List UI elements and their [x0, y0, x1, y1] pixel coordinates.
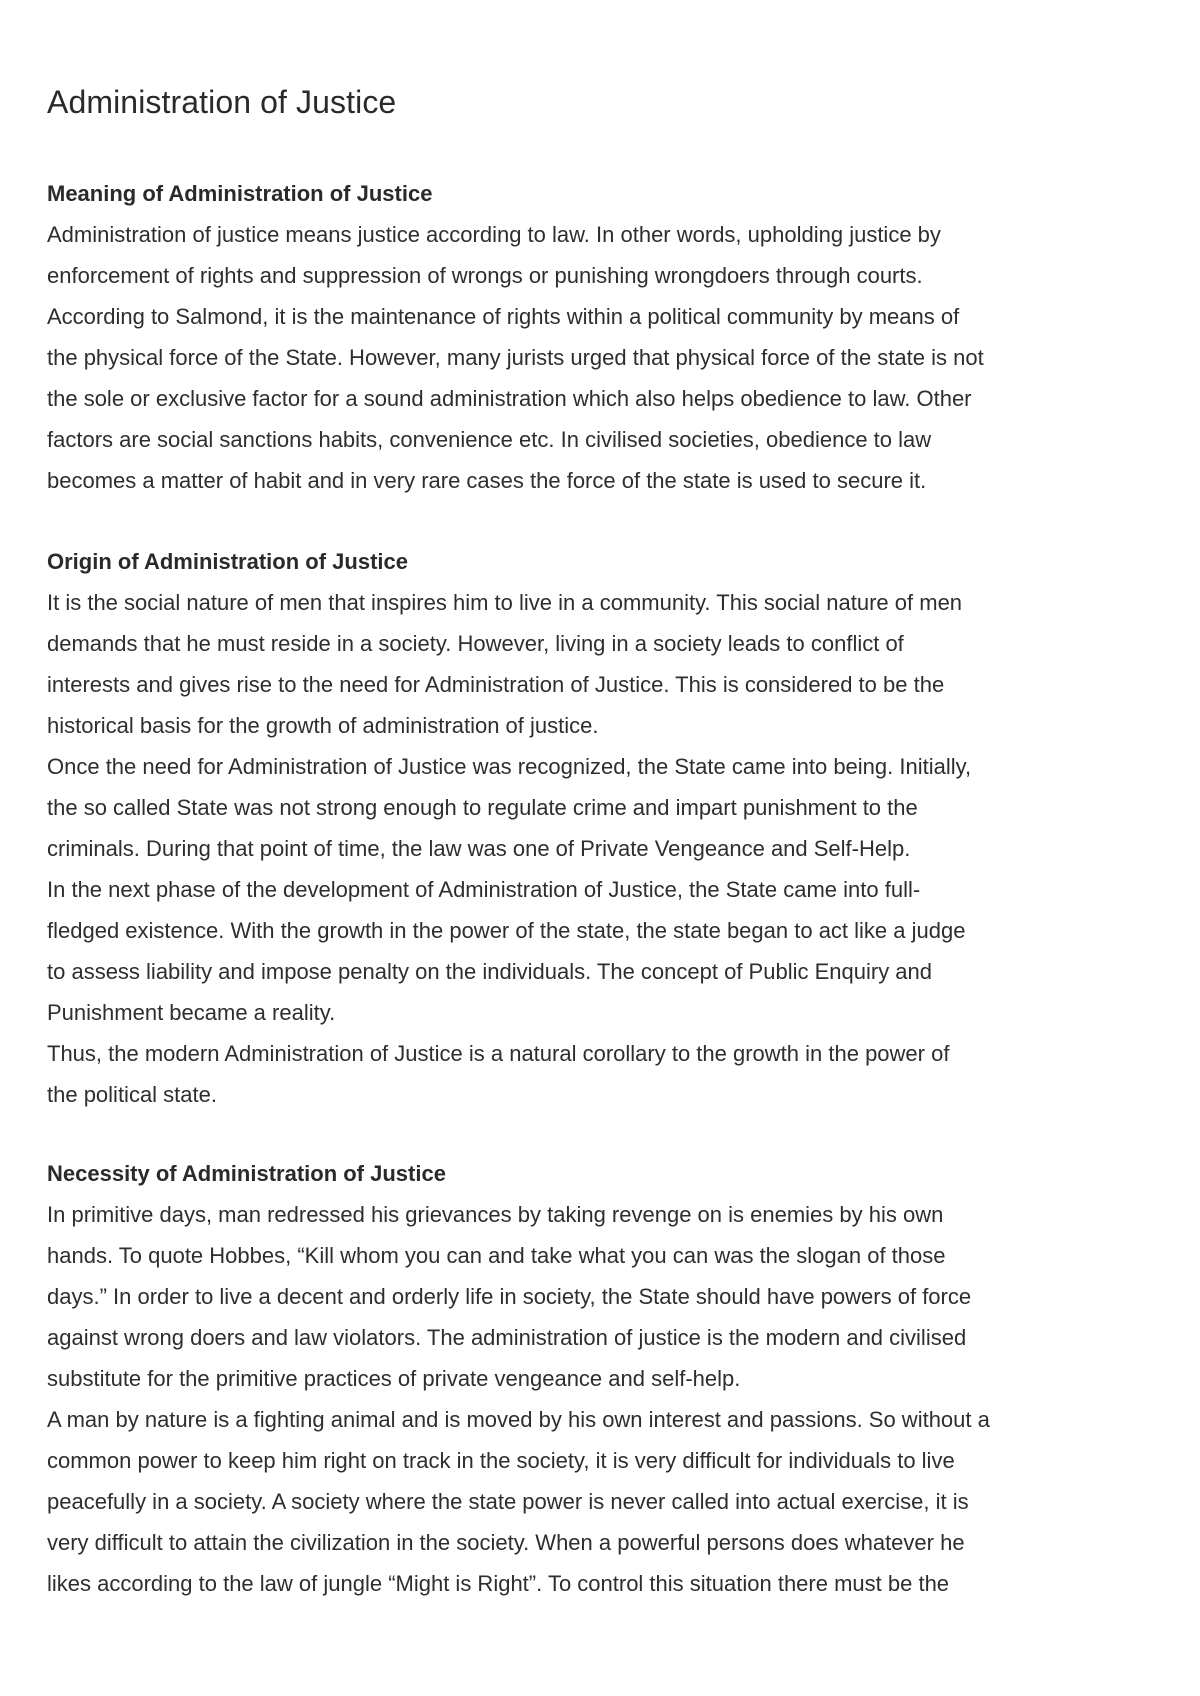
text-line: historical basis for the growth of administration of justice.	[47, 713, 599, 738]
text-line: days.” In order to live a decent and orderly life in society, the State should have powers of force	[47, 1284, 972, 1309]
text-line: criminals. During that point of time, the law was one of Private Vengeance and Self-Help.	[47, 836, 911, 861]
text-line: It is the social nature of men that inspires him to live in a community. This social nature of men	[47, 590, 963, 615]
section-heading: Origin of Administration of Justice	[47, 549, 408, 574]
text-line: the sole or exclusive factor for a sound administration which also helps obedience to law. Other	[47, 386, 972, 411]
text-line: the so called State was not strong enough to regulate crime and impart punishment to the	[47, 795, 918, 820]
text-line: Thus, the modern Administration of Justice is a natural corollary to the growth in the power of	[47, 1041, 950, 1066]
paragraph	[47, 214, 1167, 501]
paragraph	[47, 1033, 1167, 1115]
text-line: common power to keep him right on track in the society, it is very difficult for individuals to live	[47, 1448, 955, 1473]
paragraph	[47, 746, 1167, 869]
text-line: In the next phase of the development of Administration of Justice, the State came into full-	[47, 877, 921, 902]
text-line: A man by nature is a fighting animal and is moved by his own interest and passions. So without a	[47, 1407, 990, 1432]
section-heading: Meaning of Administration of Justice	[47, 181, 433, 206]
text-line: the physical force of the State. However, many jurists urged that physical force of the state is not	[47, 345, 984, 370]
text-line: Punishment became a reality.	[47, 1000, 336, 1025]
text-line: factors are social sanctions habits, convenience etc. In civilised societies, obedience to law	[47, 427, 932, 452]
paragraph	[47, 869, 1167, 1033]
paragraph	[47, 1399, 1167, 1604]
text-line: peacefully in a society. A society where the state power is never called into actual exercise, it is	[47, 1489, 969, 1514]
text-line: Once the need for Administration of Justice was recognized, the State came into being. Initially,	[47, 754, 972, 779]
text-line: enforcement of rights and suppression of wrongs or punishing wrongdoers through courts.	[47, 263, 923, 288]
text-line: demands that he must reside in a society. However, living in a society leads to conflict of	[47, 631, 904, 656]
text-line: becomes a matter of habit and in very rare cases the force of the state is used to secure it.	[47, 468, 927, 493]
text-line: In primitive days, man redressed his grievances by taking revenge on is enemies by his own	[47, 1202, 944, 1227]
section-heading: Necessity of Administration of Justice	[47, 1161, 446, 1186]
text-line: the political state.	[47, 1082, 217, 1107]
text-line: fledged existence. With the growth in the power of the state, the state began to act like a judge	[47, 918, 966, 943]
text-line: very difficult to attain the civilization in the society. When a powerful persons does whatever he	[47, 1530, 965, 1555]
section-origin	[47, 541, 1167, 1115]
document-title: Administration of Justice	[47, 84, 397, 120]
paragraph	[47, 582, 1167, 746]
text-line: against wrong doers and law violators. The administration of justice is the modern and civilised	[47, 1325, 967, 1350]
section-necessity	[47, 1153, 1167, 1604]
text-line: interests and gives rise to the need for Administration of Justice. This is considered to be the	[47, 672, 945, 697]
text-line: likes according to the law of jungle “Might is Right”. To control this situation there must be the	[47, 1571, 950, 1596]
text-line: to assess liability and impose penalty on the individuals. The concept of Public Enquiry and	[47, 959, 933, 984]
text-line: According to Salmond, it is the maintenance of rights within a political community by means of	[47, 304, 960, 329]
section-meaning	[47, 173, 1167, 501]
text-line: hands. To quote Hobbes, “Kill whom you can and take what you can was the slogan of those	[47, 1243, 946, 1268]
text-line: substitute for the primitive practices of private vengeance and self-help.	[47, 1366, 741, 1391]
text-line: Administration of justice means justice according to law. In other words, upholding justice by	[47, 222, 941, 247]
paragraph	[47, 1194, 1167, 1399]
